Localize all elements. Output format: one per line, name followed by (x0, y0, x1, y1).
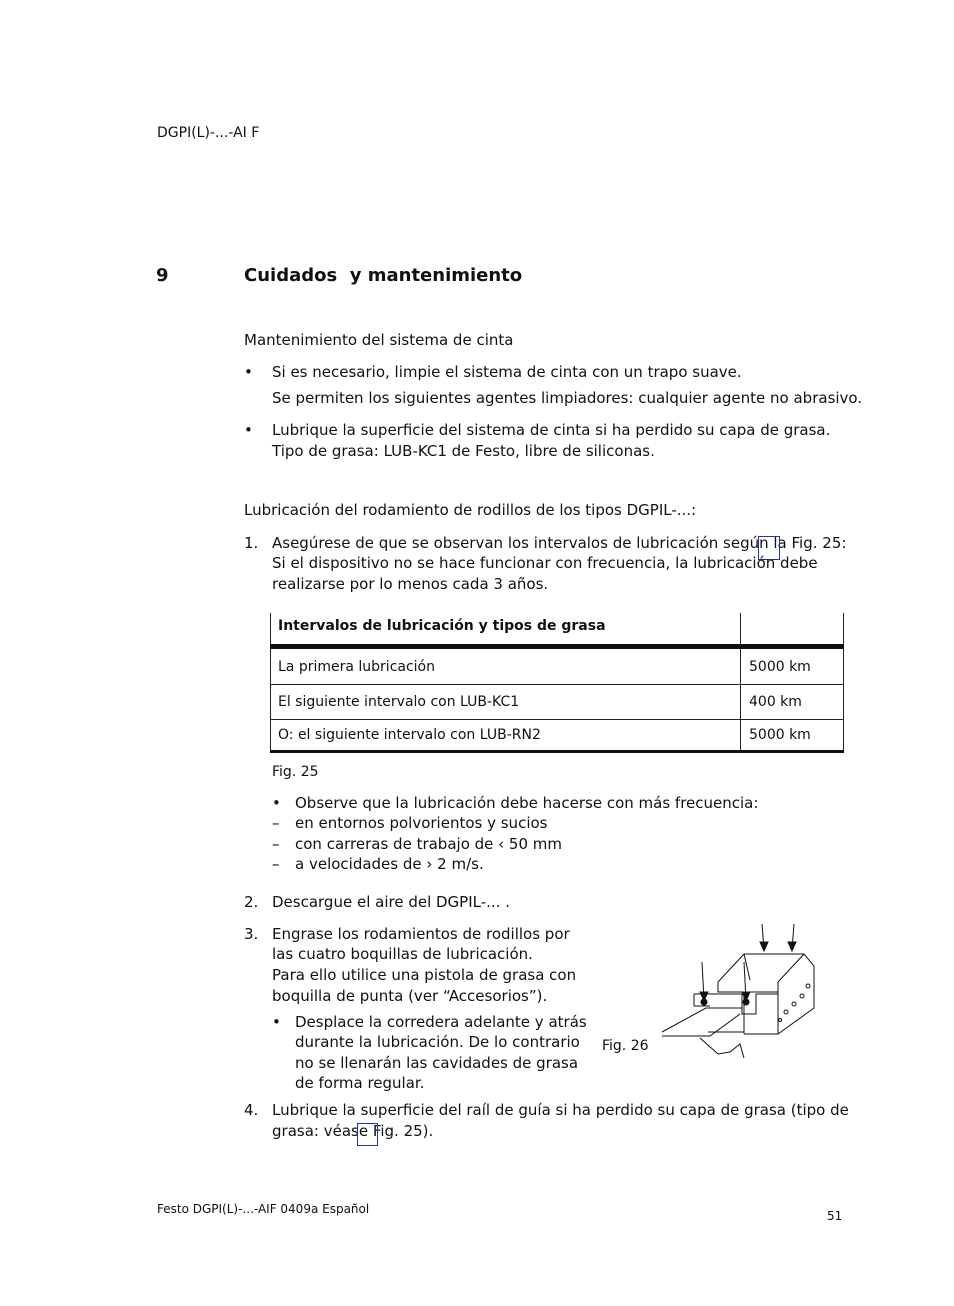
belt-bullet1-line1: Si es necesario, limpie el sistema de cinta con un trapo suave. (272, 363, 742, 381)
fig26-caption: Fig. 26 (602, 1038, 649, 1054)
dash-item: a velocidades de › 2 m/s. (295, 855, 484, 873)
footer-doc-info: Festo DGPI(L)-...-AIF 0409a Español (157, 1202, 370, 1216)
step4-number: 4. (244, 1101, 259, 1119)
doc-code-header: DGPI(L)-...-AI F (157, 125, 260, 141)
belt-heading: Mantenimiento del sistema de cinta (244, 331, 514, 349)
step3-line: las cuatro boquillas de lubricación. (272, 945, 533, 963)
bullet-mark: • (272, 794, 281, 812)
table-cell-value: 5000 km (740, 649, 844, 684)
lubrication-interval-table (270, 613, 844, 753)
step3-bullet-line: Desplace la corredera adelante y atrás (295, 1013, 587, 1031)
step4-line2: grasa: véase Fig. 25). (272, 1122, 434, 1140)
table-cell-label: El siguiente intervalo con LUB-KC1 (270, 685, 740, 719)
table-row (270, 720, 844, 753)
step3-line: Engrase los rodamientos de rodillos por (272, 925, 570, 943)
step1-line1: Asegúrese de que se observan los intervalos de lubricación según la Fig. 25: (272, 534, 847, 552)
bullet-mark: • (244, 363, 253, 381)
dash-mark: – (272, 835, 280, 853)
step3-number: 3. (244, 925, 259, 943)
table-row (270, 685, 844, 720)
step3-line: Para ello utilice una pistola de grasa con (272, 966, 577, 984)
step1-line3: realizarse por lo menos cada 3 años. (272, 575, 549, 593)
table-row (270, 649, 844, 685)
step3-bullet-line: durante la lubricación. De lo contrario (295, 1033, 580, 1051)
bullet-mark: • (272, 1013, 281, 1031)
section-number: 9 (156, 265, 169, 286)
step3-bullet-line: no se llenarán las cavidades de grasa (295, 1054, 579, 1072)
step2-number: 2. (244, 893, 259, 911)
step4-line1: Lubrique la superficie del raíl de guía si ha perdido su capa de grasa (tipo de (272, 1101, 849, 1119)
fig25-link[interactable] (357, 1123, 378, 1146)
table-header-cell: Intervalos de lubricación y tipos de grasa (270, 613, 740, 644)
slide-lubrication-drawing (660, 920, 820, 1060)
belt-bullet2-line1: Lubrique la superficie del sistema de cinta si ha perdido su capa de grasa. (272, 421, 831, 439)
table-cell-value: 5000 km (740, 720, 844, 750)
belt-bullet2-line2: Tipo de grasa: LUB-KC1 de Festo, libre de siliconas. (272, 442, 655, 460)
fig25-caption: Fig. 25 (272, 764, 319, 780)
step1-number: 1. (244, 534, 259, 552)
table-header-row (270, 613, 844, 649)
dash-mark: – (272, 814, 280, 832)
table-cell-label: La primera lubricación (270, 649, 740, 684)
step3-line: boquilla de punta (ver “Accesorios”). (272, 987, 548, 1005)
section-title: Cuidados y mantenimiento (244, 265, 523, 286)
lubrication-heading: Lubricación del rodamiento de rodillos de los tipos DGPIL-...: (244, 501, 697, 519)
table-header-empty-cell (740, 613, 844, 644)
frequency-bullet: Observe que la lubricación debe hacerse con más frecuencia: (295, 794, 759, 812)
bullet-mark: • (244, 421, 253, 439)
step2-text: Descargue el aire del DGPIL-... . (272, 893, 510, 911)
table-cell-value: 400 km (740, 685, 844, 719)
page-number: 51 (827, 1209, 843, 1223)
dash-mark: – (272, 855, 280, 873)
step3-bullet-line: de forma regular. (295, 1074, 425, 1092)
table-cell-label: O: el siguiente intervalo con LUB-RN2 (270, 720, 740, 750)
dash-item: con carreras de trabajo de ‹ 50 mm (295, 835, 562, 853)
dash-item: en entornos polvorientos y sucios (295, 814, 548, 832)
step1-line2: Si el dispositivo no se hace funcionar con frecuencia, la lubricación debe (272, 554, 818, 572)
belt-bullet1-line2: Se permiten los siguientes agentes limpiadores: cualquier agente no abrasivo. (272, 389, 863, 407)
